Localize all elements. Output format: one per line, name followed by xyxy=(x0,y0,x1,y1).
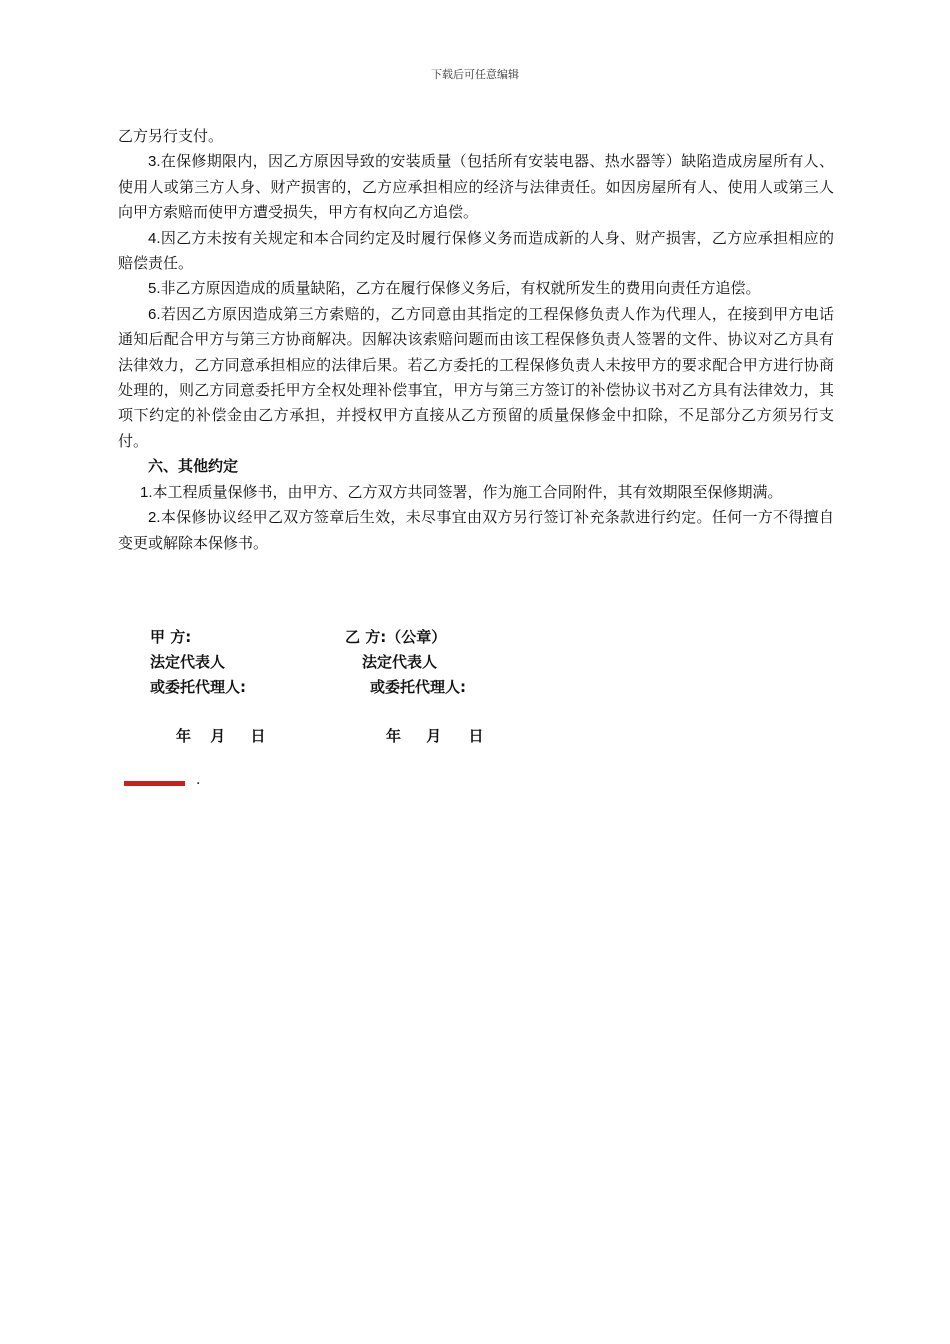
clause-4-number: 4. xyxy=(148,229,161,247)
clause-6-number: 6. xyxy=(148,305,161,323)
agent-a-label: 或委托代理人: xyxy=(150,678,246,696)
party-b-label: 乙 方:（公章） xyxy=(345,628,447,646)
clause-5 xyxy=(118,276,834,301)
agent-b-label: 或委托代理人: xyxy=(370,678,466,696)
date-line-b xyxy=(386,725,484,746)
paragraph-continuation: 乙方另行支付。 xyxy=(118,127,224,145)
item-2-number: 2. xyxy=(148,509,161,527)
page-header: 下载后可任意编辑 xyxy=(431,68,519,81)
date-a-year: 年 xyxy=(176,727,192,745)
item-1-text: 本工程质量保修书，由甲方、乙方双方共同签署，作为施工合同附件，其有效期限至保修期满。 xyxy=(152,482,783,501)
trailing-dot: . xyxy=(196,772,201,788)
date-b-day: 日 xyxy=(468,727,484,745)
clause-3-text: 在保修期限内，因乙方原因导致的安装质量（包括所有安装电器、热水器等）缺陷造成房屋所有人、使用人或第三方人身、财产损害的，乙方应承担相应的经济与法律责任。如因房屋所有人、使用人或第三人向甲方索赔而使甲方遭受损失，甲方有权向乙方追偿。 xyxy=(118,152,834,222)
date-a-day: 日 xyxy=(250,727,266,745)
document-body xyxy=(118,124,834,556)
clause-5-number: 5. xyxy=(148,280,161,298)
party-a-label: 甲 方: xyxy=(150,628,192,646)
red-decoration-bar xyxy=(124,781,185,786)
section-six-item-2 xyxy=(118,505,834,556)
date-b-month: 月 xyxy=(426,727,442,745)
date-a-month: 月 xyxy=(210,727,226,745)
clause-4-text: 因乙方未按有关规定和本合同约定及时履行保修义务而造成新的人身、财产损害，乙方应承担相应的赔偿责任。 xyxy=(118,228,834,273)
section-six-item-1 xyxy=(118,480,834,505)
date-line-a xyxy=(176,725,266,746)
clause-5-text: 非乙方原因造成的质量缺陷，乙方在履行保修义务后，有权就所发生的费用向责任方追偿。 xyxy=(160,279,761,298)
clause-3 xyxy=(118,149,834,225)
legal-rep-b-label: 法定代表人 xyxy=(362,653,438,671)
clause-6-text: 若因乙方原因造成第三方索赔的，乙方同意由其指定的工程保修负责人作为代理人，在接到甲方电话通知后配合甲方与第三方协商解决。因解决该索赔问题而由该工程保修负责人签署的文件、协议对乙方具有法律效力，乙方同意承担相应的法律后果。若乙方委托的工程保修负责人未按甲方的要求配合甲方进行协商处理的，则乙方同意委托甲方全权处理补偿事宜，甲方与第三方签订的补偿协议书对乙方具有法律效力，其项下约定的补偿金由乙方承担，并授权甲方直接从乙方预留的质量保修金中扣除，不足部分乙方须另行支付。 xyxy=(118,304,834,450)
section-six-heading: 六、其他约定 xyxy=(148,457,239,476)
date-b-year: 年 xyxy=(386,727,402,745)
clause-4 xyxy=(118,226,834,277)
legal-rep-a-label: 法定代表人 xyxy=(150,653,226,671)
clause-3-number: 3. xyxy=(148,153,161,171)
item-2-text: 本保修协议经甲乙双方签章后生效，未尽事宜由双方另行签订补充条款进行约定。任何一方不得擅自变更或解除本保修书。 xyxy=(118,508,834,552)
item-1-number: 1. xyxy=(140,483,153,501)
clause-6 xyxy=(118,302,834,454)
